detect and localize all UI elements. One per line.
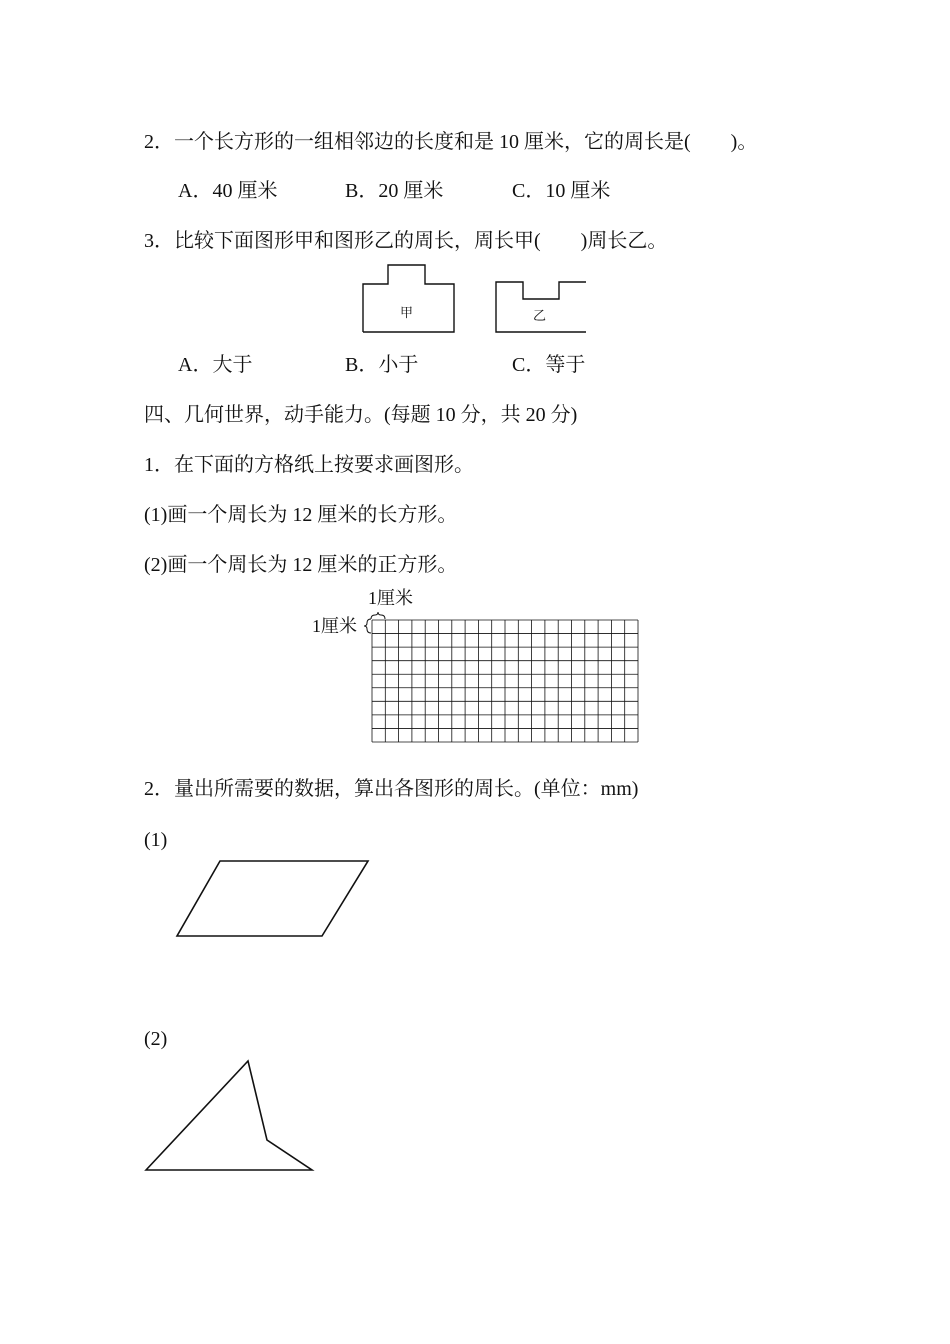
brace-top bbox=[371, 612, 385, 619]
s4-q2-sub1: (1) bbox=[144, 829, 168, 851]
q2-option-b[interactable]: B．20 厘米 bbox=[345, 180, 444, 202]
s4-q1-text: 1．在下面的方格纸上按要求画图形。 bbox=[144, 454, 474, 476]
shape-jia-outline bbox=[363, 265, 454, 332]
q3-option-b[interactable]: B．小于 bbox=[345, 354, 419, 376]
section4-title: 四、几何世界，动手能力。(每题 10 分，共 20 分) bbox=[144, 404, 578, 426]
q3-option-c[interactable]: C．等于 bbox=[512, 354, 586, 376]
q3-option-a[interactable]: A．大于 bbox=[178, 354, 253, 376]
parallelogram-figure bbox=[170, 855, 375, 945]
quadrilateral-outline bbox=[146, 1061, 312, 1170]
q3-text: 3．比较下面图形甲和图形乙的周长，周长甲( )周长乙。 bbox=[144, 230, 668, 252]
shape-jia-label: 甲 bbox=[400, 306, 414, 321]
shape-jia bbox=[360, 262, 460, 336]
q2-text: 2．一个长方形的一组相邻边的长度和是 10 厘米，它的周长是( )。 bbox=[144, 131, 758, 153]
q2-option-a[interactable]: A．40 厘米 bbox=[178, 180, 278, 202]
quadrilateral-figure bbox=[140, 1055, 320, 1177]
shape-yi-label: 乙 bbox=[533, 309, 547, 324]
s4-q1-sub1: (1)画一个周长为 12 厘米的长方形。 bbox=[144, 504, 458, 526]
parallelogram-outline bbox=[177, 861, 368, 936]
q2-option-c[interactable]: C．10 厘米 bbox=[512, 180, 611, 202]
grid-paper[interactable] bbox=[371, 619, 639, 743]
s4-q2-sub2: (2) bbox=[144, 1028, 168, 1050]
brace-left bbox=[364, 619, 371, 633]
s4-q1-sub2: (2)画一个周长为 12 厘米的正方形。 bbox=[144, 554, 458, 576]
grid-unit-left-label: 1厘米 bbox=[312, 616, 357, 636]
grid-unit-top-label: 1厘米 bbox=[368, 588, 413, 608]
s4-q2-text: 2．量出所需要的数据，算出各图形的周长。(单位：mm) bbox=[144, 778, 639, 800]
